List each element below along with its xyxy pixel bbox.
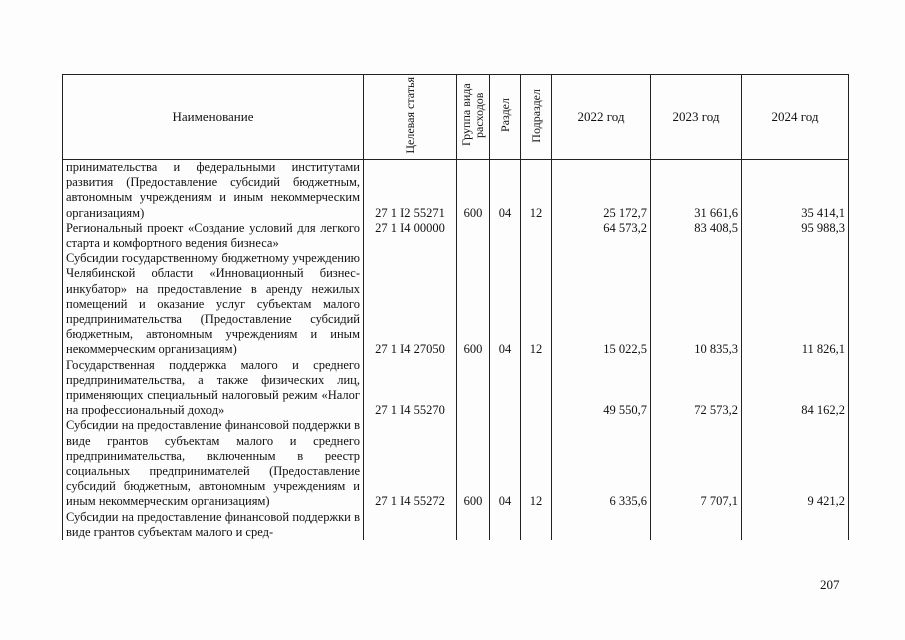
row-target-article: 27 1 I4 27050	[364, 251, 457, 357]
row-target-article: 27 1 I4 55272	[364, 418, 457, 509]
row-target-article	[364, 510, 457, 540]
row-2023: 7 707,1	[651, 418, 742, 509]
row-section: 04	[490, 418, 521, 509]
row-2023	[651, 510, 742, 540]
row-subsection	[521, 510, 552, 540]
header-subsection: Подраздел	[521, 75, 552, 160]
row-expense-group	[457, 510, 490, 540]
row-2024: 35 414,1	[742, 160, 849, 221]
row-section	[490, 510, 521, 540]
table-row	[63, 160, 849, 221]
header-name: Наименование	[63, 75, 364, 160]
row-2024: 95 988,3	[742, 221, 849, 251]
row-section: 04	[490, 251, 521, 357]
row-expense-group	[457, 221, 490, 251]
row-subsection: 12	[521, 418, 552, 509]
row-2022: 64 573,2	[552, 221, 651, 251]
row-section: 04	[490, 160, 521, 221]
row-2022: 15 022,5	[552, 251, 651, 357]
table-header-row	[63, 75, 849, 160]
row-2023: 31 661,6	[651, 160, 742, 221]
row-target-article: 27 1 I2 55271	[364, 160, 457, 221]
table-row	[63, 510, 849, 540]
table-row	[63, 221, 849, 251]
header-target-article: Целевая статья	[364, 75, 457, 160]
page-number: 207	[820, 577, 840, 592]
row-2022	[552, 510, 651, 540]
row-2024: 11 826,1	[742, 251, 849, 357]
row-subsection: 12	[521, 160, 552, 221]
row-subsection	[521, 221, 552, 251]
row-section	[490, 358, 521, 419]
header-2022: 2022 год	[552, 75, 651, 160]
row-2022: 6 335,6	[552, 418, 651, 509]
header-section: Раздел	[490, 75, 521, 160]
table-row	[63, 251, 849, 357]
table-row	[63, 358, 849, 419]
row-2023: 83 408,5	[651, 221, 742, 251]
row-2022: 49 550,7	[552, 358, 651, 419]
row-target-article: 27 1 I4 00000	[364, 221, 457, 251]
row-target-article: 27 1 I4 55270	[364, 358, 457, 419]
row-subsection: 12	[521, 251, 552, 357]
header-2024: 2024 год	[742, 75, 849, 160]
row-name: Субсидии государственному бюджетному учреждению Челябинской области «Инновационный бизнес-инкубатор» на предоставление в аренду нежилых помещений и оказание услуг субъектам малого предпринимательства (Предоставление субсидий бюджетным, автономным учреждениям и иным некоммерческим организациям)	[63, 251, 364, 357]
row-2024: 9 421,2	[742, 418, 849, 509]
row-name: Субсидии на предоставление финансовой поддержки в виде грантов субъектам малого и сред-	[63, 510, 364, 540]
row-subsection	[521, 358, 552, 419]
row-2022: 25 172,7	[552, 160, 651, 221]
row-2023: 72 573,2	[651, 358, 742, 419]
row-expense-group	[457, 358, 490, 419]
row-section	[490, 221, 521, 251]
row-name: Государственная поддержка малого и среднего предпринимательства, а также физических лиц, применяющих специальный налоговый режим «Налог на профессиональный доход»	[63, 358, 364, 419]
row-2024: 84 162,2	[742, 358, 849, 419]
header-2023: 2023 год	[651, 75, 742, 160]
row-2023: 10 835,3	[651, 251, 742, 357]
row-name: Субсидии на предоставление финансовой поддержки в виде грантов субъектам малого и среднего предпринимательства, включенным в реестр социальных предпринимателей (Предоставление субсидий бюджетным, автономным учреждениям и иным некоммерческим организациям)	[63, 418, 364, 509]
row-2024	[742, 510, 849, 540]
row-expense-group: 600	[457, 251, 490, 357]
row-name: принимательства и федеральными институтами развития (Предоставление субсидий бюджетным, автономным учреждениям и иным некоммерческим организациям)	[63, 160, 364, 221]
table-row	[63, 418, 849, 509]
budget-table	[62, 74, 849, 540]
row-expense-group: 600	[457, 160, 490, 221]
row-expense-group: 600	[457, 418, 490, 509]
header-expense-group: Группа вида расходов	[457, 75, 490, 160]
row-name: Региональный проект «Создание условий для легкого старта и комфортного ведения бизнеса»	[63, 221, 364, 251]
